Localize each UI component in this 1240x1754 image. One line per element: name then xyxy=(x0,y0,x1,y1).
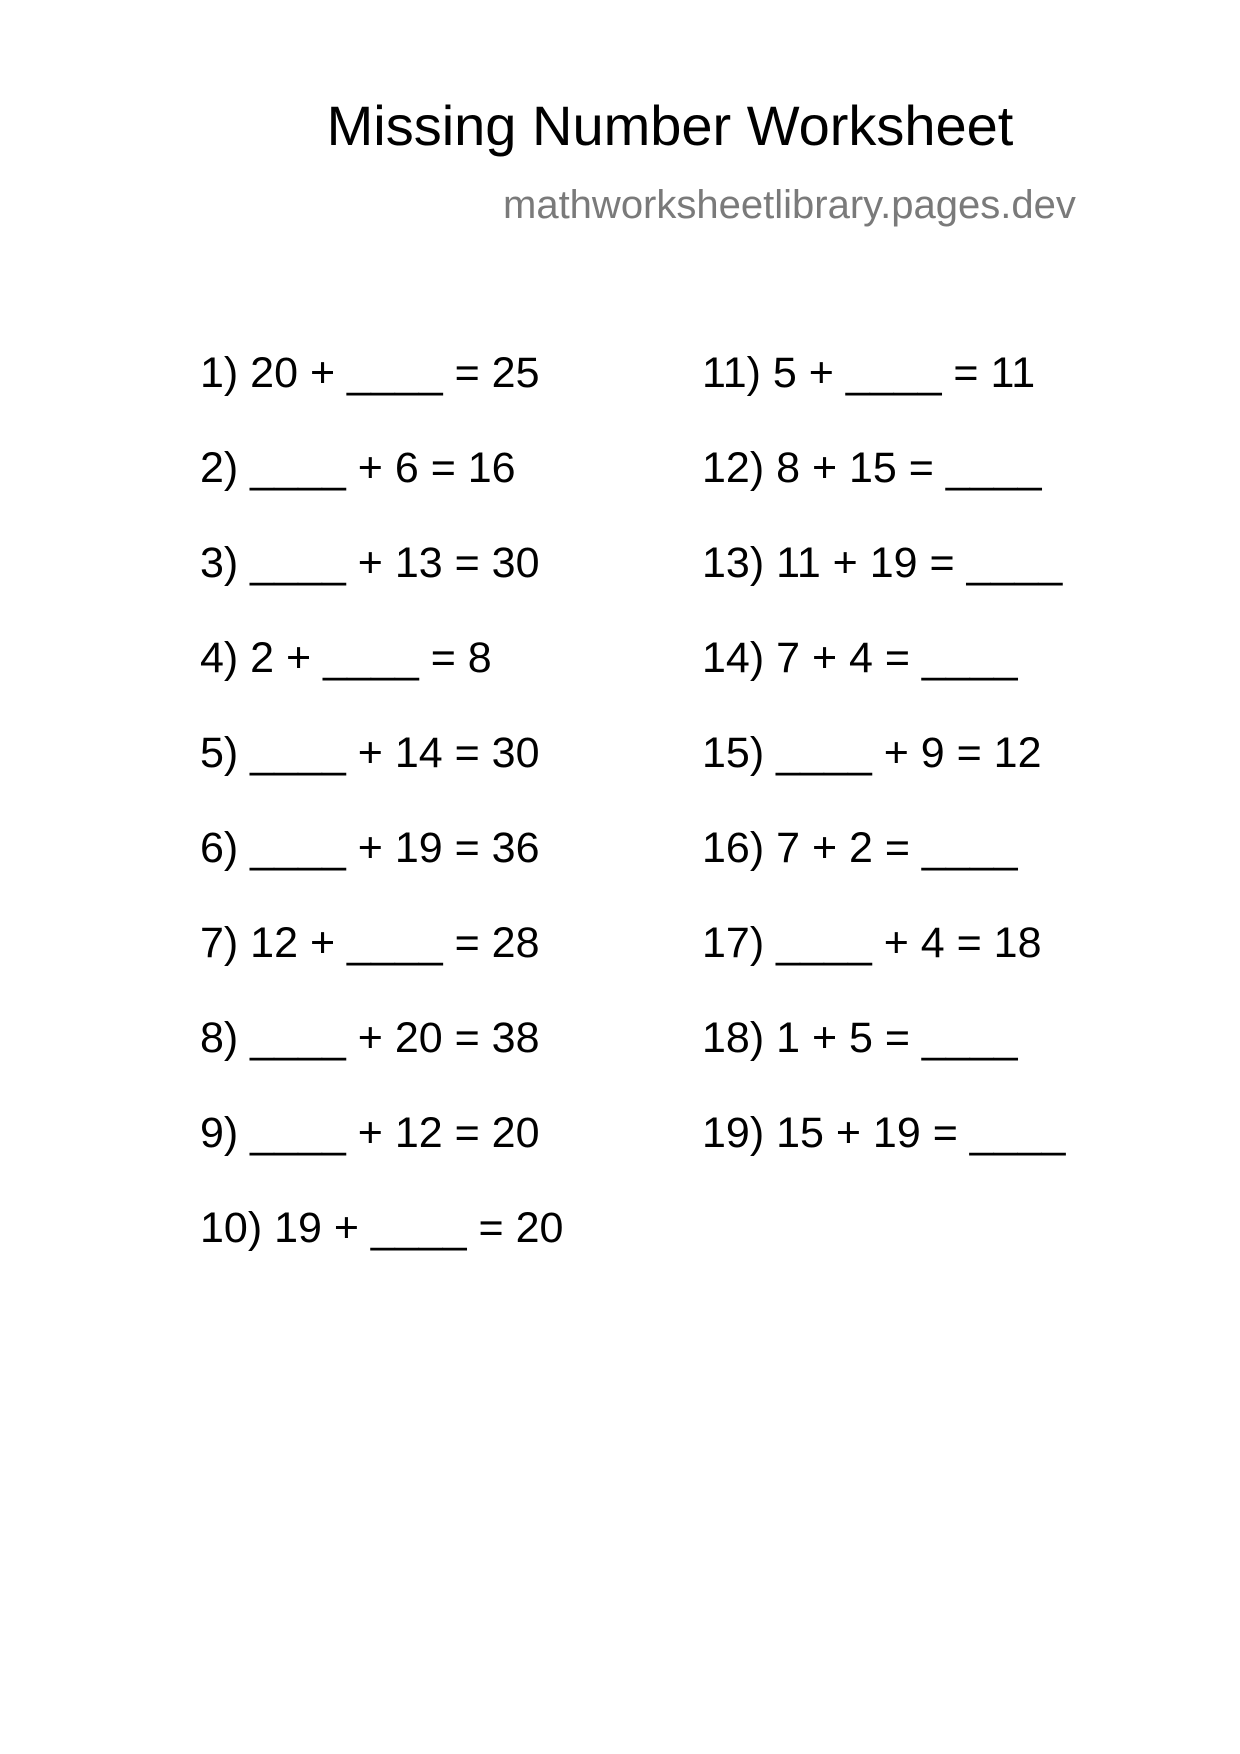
problem-14: 14) 7 + 4 = ____ xyxy=(702,634,1018,682)
problem-15: 15) ____ + 9 = 12 xyxy=(702,729,1042,777)
problem-10: 10) 19 + ____ = 20 xyxy=(200,1204,564,1252)
problem-18: 18) 1 + 5 = ____ xyxy=(702,1014,1018,1062)
problem-12: 12) 8 + 15 = ____ xyxy=(702,444,1042,492)
problem-19: 19) 15 + 19 = ____ xyxy=(702,1109,1066,1157)
problem-7: 7) 12 + ____ = 28 xyxy=(200,919,540,967)
problem-17: 17) ____ + 4 = 18 xyxy=(702,919,1042,967)
source-url: mathworksheetlibrary.pages.dev xyxy=(503,183,1076,227)
problem-11: 11) 5 + ____ = 11 xyxy=(702,349,1036,397)
problem-16: 16) 7 + 2 = ____ xyxy=(702,824,1018,872)
problem-1: 1) 20 + ____ = 25 xyxy=(200,349,540,397)
problem-9: 9) ____ + 12 = 20 xyxy=(200,1109,540,1157)
problem-5: 5) ____ + 14 = 30 xyxy=(200,729,540,777)
problem-2: 2) ____ + 6 = 16 xyxy=(200,444,516,492)
worksheet-title: Missing Number Worksheet xyxy=(326,94,1014,157)
problem-13: 13) 11 + 19 = ____ xyxy=(702,539,1063,587)
problem-column-right xyxy=(702,349,1066,1207)
problem-3: 3) ____ + 13 = 30 xyxy=(200,539,540,587)
problem-8: 8) ____ + 20 = 38 xyxy=(200,1014,540,1062)
problem-4: 4) 2 + ____ = 8 xyxy=(200,634,492,682)
problem-6: 6) ____ + 19 = 36 xyxy=(200,824,540,872)
problem-column-left xyxy=(200,349,564,1302)
